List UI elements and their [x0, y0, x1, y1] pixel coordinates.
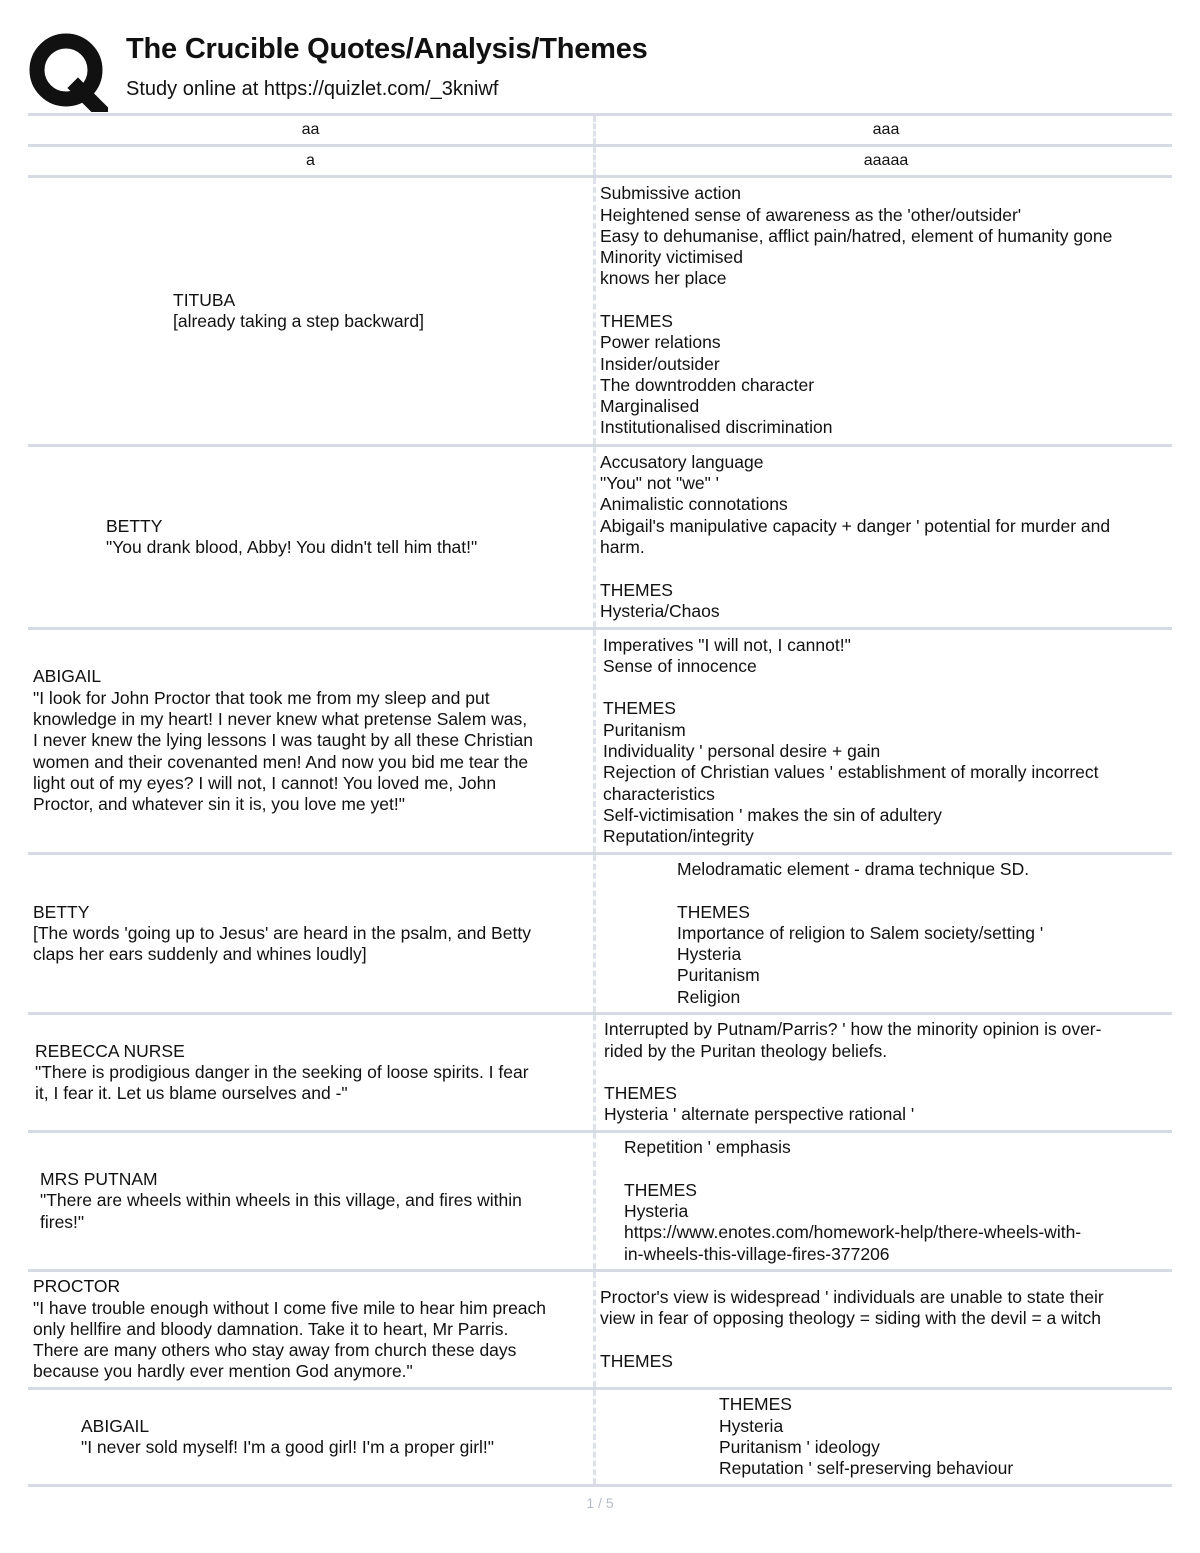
term-cell [28, 630, 596, 852]
header-cell-left: aa [28, 116, 596, 144]
cell-text-line: Sense of innocence [603, 655, 757, 676]
cell-text-line: THEMES [600, 1350, 673, 1371]
page-header [28, 28, 1172, 108]
cell-text-line: Proctor, and whatever sin it is, you love me yet!" [33, 794, 405, 815]
cell-text-line: Melodramatic element - drama technique SD. [677, 858, 1030, 879]
cell-text-line: "You" not "we" ' [600, 473, 720, 494]
quizlet-logo-icon [28, 32, 108, 112]
page-subtitle: Study online at https://quizlet.com/_3kniwf [126, 78, 499, 100]
cell-text-line: MRS PUTNAM [40, 1169, 158, 1190]
cell-text-line: Hysteria [719, 1415, 784, 1436]
page-title: The Crucible Quotes/Analysis/Themes [126, 33, 648, 65]
cell-text-line: Puritanism [603, 719, 686, 740]
cell-text-line: Rejection of Christian values ' establishment of morally incorrect [603, 762, 1099, 783]
cell-text-line: "There are wheels within wheels in this village, and fires within [40, 1190, 522, 1211]
cell-text-line: Institutionalised discrimination [600, 417, 833, 438]
cell-text-line: [The words 'going up to Jesus' are heard in the psalm, and Betty [33, 922, 531, 943]
cell-text-line: Self-victimisation ' makes the sin of adultery [603, 804, 942, 825]
line-spacer [603, 677, 1099, 698]
cell-text-line: ABIGAIL [33, 666, 102, 687]
cell-text-line: Hysteria [677, 944, 742, 965]
cell-text-line: rided by the Puritan theology beliefs. [604, 1040, 888, 1061]
term-cell [28, 855, 596, 1012]
cell-text-line: Minority victimised [600, 247, 743, 268]
line-spacer [677, 880, 1043, 901]
table-row [28, 627, 1172, 852]
cell-text-line: because you hardly ever mention God anymore." [33, 1361, 413, 1382]
header-cell-right: aaaaa [863, 152, 909, 169]
cell-text-line: fires!" [40, 1211, 85, 1232]
term-cell [28, 1272, 596, 1387]
term-cell [28, 447, 596, 627]
cell-text-line: Hysteria/Chaos [600, 600, 720, 621]
cell-text-line: Heightened sense of awareness as the 'other/outsider' [600, 204, 1022, 225]
definition-cell [596, 855, 1172, 1012]
cell-text-line: "I look for John Proctor that took me from my sleep and put [33, 687, 490, 708]
cell-text-line: only hellfire and bloody damnation. Take it to heart, Mr Parris. [33, 1318, 509, 1339]
cell-text-line: Interrupted by Putnam/Parris? ' how the minority opinion is over- [604, 1019, 1102, 1040]
cell-text-line: Insider/outsider [600, 353, 720, 374]
cell-text-line: BETTY [33, 901, 90, 922]
cell-text-line: THEMES [600, 311, 673, 331]
cell-text-line: harm. [600, 537, 645, 557]
cell-text-line: Imperatives "I will not, I cannot!" [603, 634, 851, 655]
cell-text-line: Reputation ' self-preserving behaviour [719, 1458, 1014, 1479]
cell-text-line: THEMES [600, 579, 673, 600]
line-spacer [624, 1158, 1081, 1179]
definition-cell [596, 630, 1172, 852]
table-row [28, 1269, 1172, 1387]
definition-cell [596, 1390, 1172, 1484]
cell-text-line: Abigail's manipulative capacity + danger ' potential for murder and [600, 515, 1111, 536]
header-cell-left: a [28, 147, 596, 175]
cell-text-line: THEMES [624, 1179, 697, 1200]
term-cell [28, 1015, 596, 1130]
table-row [28, 852, 1172, 1012]
cell-text-line: [already taking a step backward] [173, 311, 424, 331]
definition-cell [596, 1272, 1172, 1387]
term-cell [28, 1390, 596, 1484]
cell-text-line: Hysteria ' alternate perspective rational ' [604, 1104, 915, 1125]
cell-text-line: claps her ears suddenly and whines loudly] [33, 944, 367, 965]
table-row [28, 444, 1172, 627]
definition-cell [596, 178, 1172, 444]
cell-text-line: There are many others who stay away from church these days [33, 1340, 517, 1361]
cell-text-line: Marginalised [600, 396, 700, 417]
cell-text-line: Accusatory language [600, 451, 764, 472]
cell-text-line: THEMES [719, 1394, 792, 1415]
cell-text-line: PROCTOR [33, 1276, 121, 1297]
cell-text-line: characteristics [603, 783, 715, 804]
cell-text-line: I never knew the lying lessons I was taught by all these Christian [33, 730, 533, 751]
cell-text-line: Reputation/integrity [603, 826, 754, 847]
cell-text-line: women and their covenanted men! And now you bid me tear the [33, 751, 529, 772]
cell-text-line: Submissive action [600, 183, 742, 204]
cell-text-line: https://www.enotes.com/homework-help/there-wheels-with- [624, 1222, 1082, 1243]
cell-text-line: Importance of religion to Salem society/setting ' [677, 922, 1044, 943]
cell-text-line: knowledge in my heart! I never knew what pretense Salem was, [33, 709, 528, 730]
cell-text-line: Religion [677, 986, 741, 1007]
cell-text-line: Proctor's view is widespread ' individuals are unable to state their [600, 1286, 1104, 1307]
definition-cell [596, 1015, 1172, 1130]
cell-text-line: Puritanism ' ideology [719, 1437, 880, 1457]
line-spacer [600, 1330, 1104, 1351]
cell-text-line: Puritanism [677, 965, 760, 986]
cell-text-line: it, I fear it. Let us blame ourselves and -" [35, 1083, 348, 1104]
table-row [28, 175, 1172, 444]
table-row [28, 1012, 1172, 1130]
cell-text-line: Individuality ' personal desire + gain [603, 741, 881, 761]
term-cell [28, 178, 596, 444]
table-header-row [28, 144, 1172, 175]
cell-text-line: THEMES [603, 698, 676, 719]
cell-text-line: ABIGAIL [81, 1415, 150, 1436]
header-cell-right: aaa [872, 121, 900, 138]
cell-text-line: REBECCA NURSE [35, 1040, 185, 1061]
cell-text-line: "There is prodigious danger in the seeking of loose spirits. I fear [35, 1061, 529, 1082]
line-spacer [600, 290, 1112, 311]
cell-text-line: light out of my eyes? I will not, I cannot! You loved me, John [33, 772, 497, 793]
definition-cell [596, 1133, 1172, 1269]
cell-text-line: TITUBA [173, 289, 236, 310]
cell-text-line: "You drank blood, Abby! You didn't tell him that!" [106, 537, 478, 557]
cell-text-line: "I have trouble enough without I come five mile to hear him preach [33, 1297, 547, 1318]
cell-text-line: The downtrodden character [600, 374, 815, 395]
cell-text-line: view in fear of opposing theology = siding with the devil = a witch [600, 1308, 1101, 1329]
cell-text-line: "I never sold myself! I'm a good girl! I'm a proper girl!" [81, 1437, 495, 1457]
cell-text-line: THEMES [677, 901, 750, 922]
cell-text-line: THEMES [604, 1083, 677, 1104]
flashcard-table [28, 113, 1172, 1487]
line-spacer [604, 1062, 1101, 1083]
line-spacer [600, 558, 1110, 579]
term-cell [28, 1133, 596, 1269]
cell-text-line: knows her place [600, 268, 727, 289]
cell-text-line: Easy to dehumanise, afflict pain/hatred, element of humanity gone [600, 225, 1113, 246]
cell-text-line: in-wheels-this-village-fires-377206 [624, 1243, 890, 1264]
table-row [28, 1387, 1172, 1487]
definition-cell [596, 447, 1172, 627]
cell-text-line: Animalistic connotations [600, 494, 788, 515]
cell-text-line: Power relations [600, 332, 721, 353]
page-number: 1 / 5 [586, 1495, 614, 1511]
cell-text-line: Hysteria [624, 1201, 689, 1221]
table-row [28, 1130, 1172, 1269]
cell-text-line: Repetition ' emphasis [624, 1137, 791, 1158]
table-header-row [28, 113, 1172, 144]
cell-text-line: BETTY [106, 515, 163, 536]
